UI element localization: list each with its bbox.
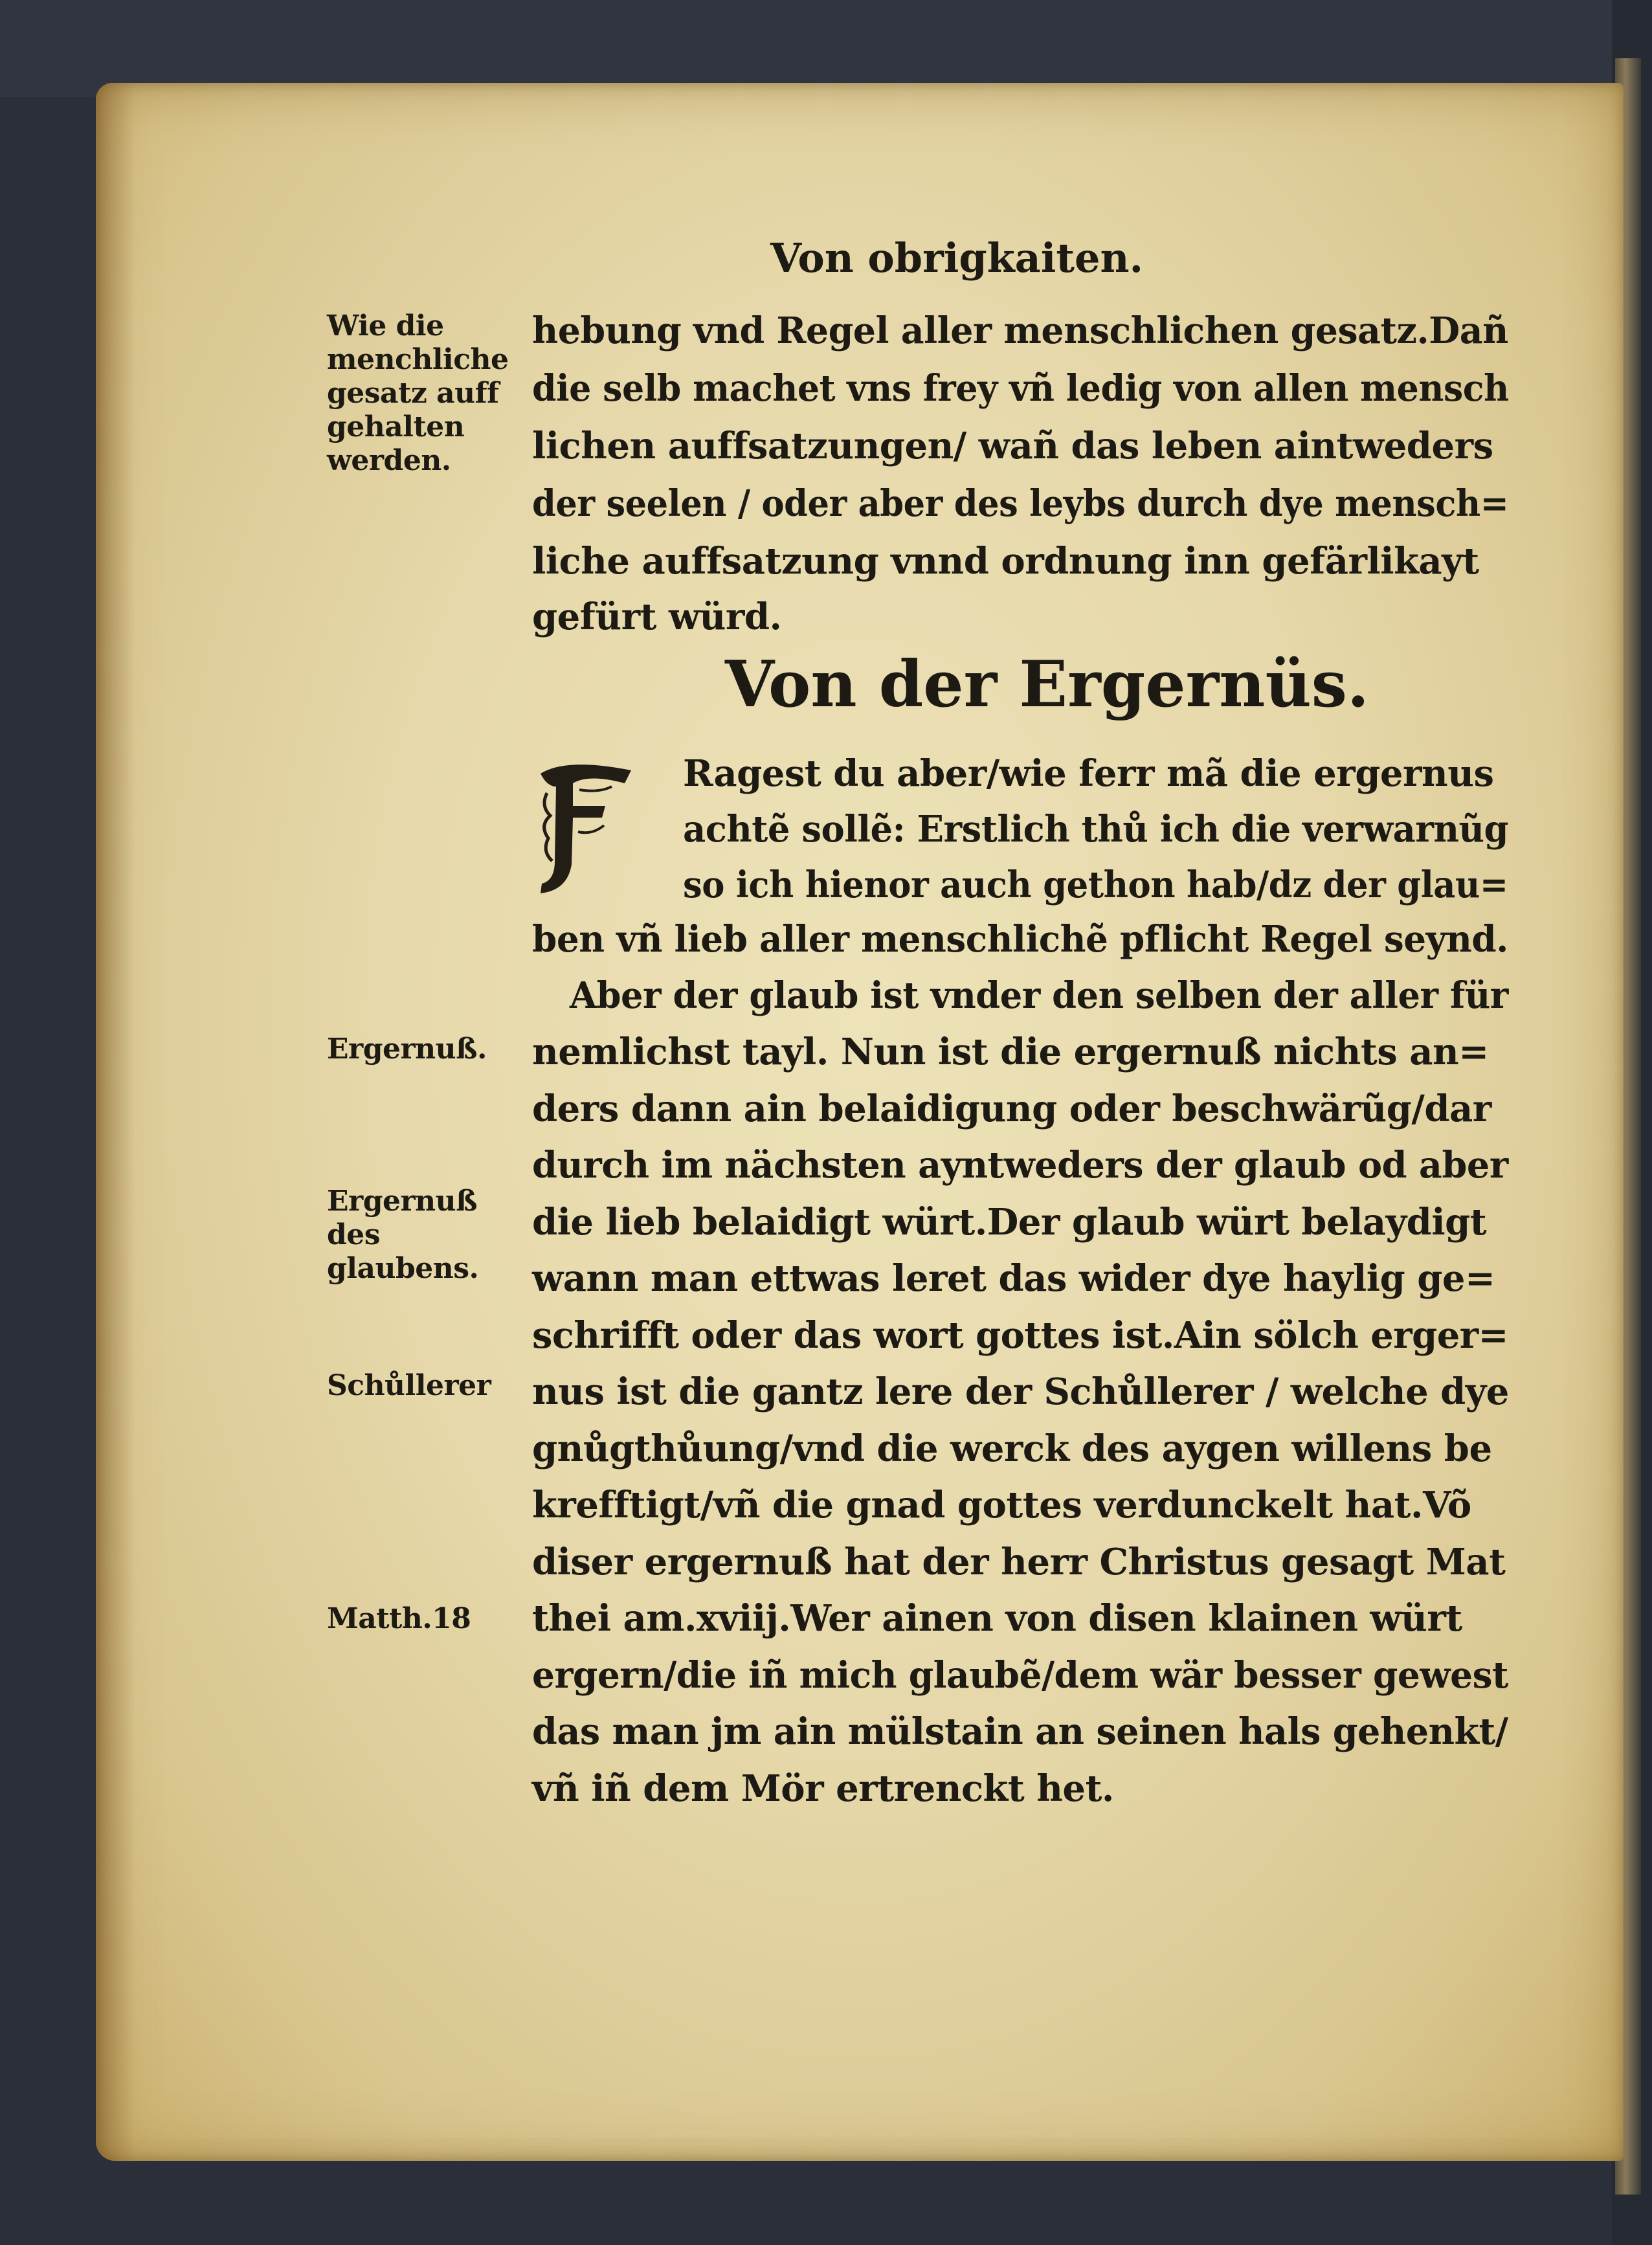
text-line: hebung vnd Regel aller menschlichen gesatz.Dañ [532,309,1508,352]
text-line: gnůgthůung/vnd die werck des aygen willens be [532,1427,1492,1470]
text-line: achtẽ sollẽ: Erstlich thů ich die verwarnũg [683,808,1509,851]
text-line: thei am.xviij.Wer ainen von disen klainen würt [532,1597,1462,1640]
text-line: vñ iñ dem Mör ertrenckt het. [532,1767,1114,1810]
margin-gloss: Schůllerer [327,1369,491,1402]
text-line: nus ist die gantz lere der Schůllerer / welche dye [532,1370,1509,1413]
text-line: lichen auffsatzungen/ wañ das leben aintweders [532,425,1493,467]
text-line: das man jm ain mülstain an seinen hals gehenkt/ [532,1710,1508,1753]
text-line: so ich hienor auch gethon hab/dz der glau= [683,864,1508,906]
text-line: Aber der glaub ist vnder den selben der aller für [570,974,1508,1017]
text-line: schrifft oder das wort gottes ist.Ain sölch erger= [532,1314,1508,1357]
running-header: Von obrigkaiten. [770,234,1144,282]
text-line: die selb machet vns frey vñ ledig von allen mensch [532,367,1509,410]
text-line: liche auffsatzung vnnd ordnung inn gefärlikayt [532,540,1479,583]
margin-gloss: Ergernuß des glaubens. [327,1185,479,1285]
margin-gloss: Matth.18 [327,1602,471,1635]
text-line: ders dann ain belaidigung oder beschwärũg/dar [532,1088,1491,1130]
text-line: ben vñ lieb aller menschlichẽ pflicht Regel seynd. [532,918,1508,961]
text-line: nemlichst tayl. Nun ist die ergernuß nichts an= [532,1031,1489,1073]
margin-gloss: Ergernuß. [327,1033,487,1066]
margin-gloss: Wie die menchliche gesatz auff gehalten werden. [327,309,509,477]
text-line: wann man ettwas leret das wider dye haylig ge= [532,1257,1495,1300]
text-line: durch im nächsten ayntweders der glaub od aber [532,1144,1508,1187]
text-line: gefürt würd. [532,596,782,638]
text-line: der seelen / oder aber des leybs durch dye mensch= [532,482,1509,525]
text-line: diser ergernuß hat der herr Christus gesagt Mat [532,1541,1506,1583]
text-line: ergern/die iñ mich glaubẽ/dem wär besser gewest [532,1654,1508,1697]
section-heading: Von der Ergernüs. [725,647,1370,722]
text-line: krefftigt/vñ die gnad gottes verdunckelt hat.Võ [532,1484,1471,1526]
text-line: die lieb belaidigt würt.Der glaub würt belaydigt [532,1201,1487,1244]
text-line: Ragest du aber/wie ferr mã die ergernus [683,752,1494,795]
decorated-initial-f [528,754,638,903]
